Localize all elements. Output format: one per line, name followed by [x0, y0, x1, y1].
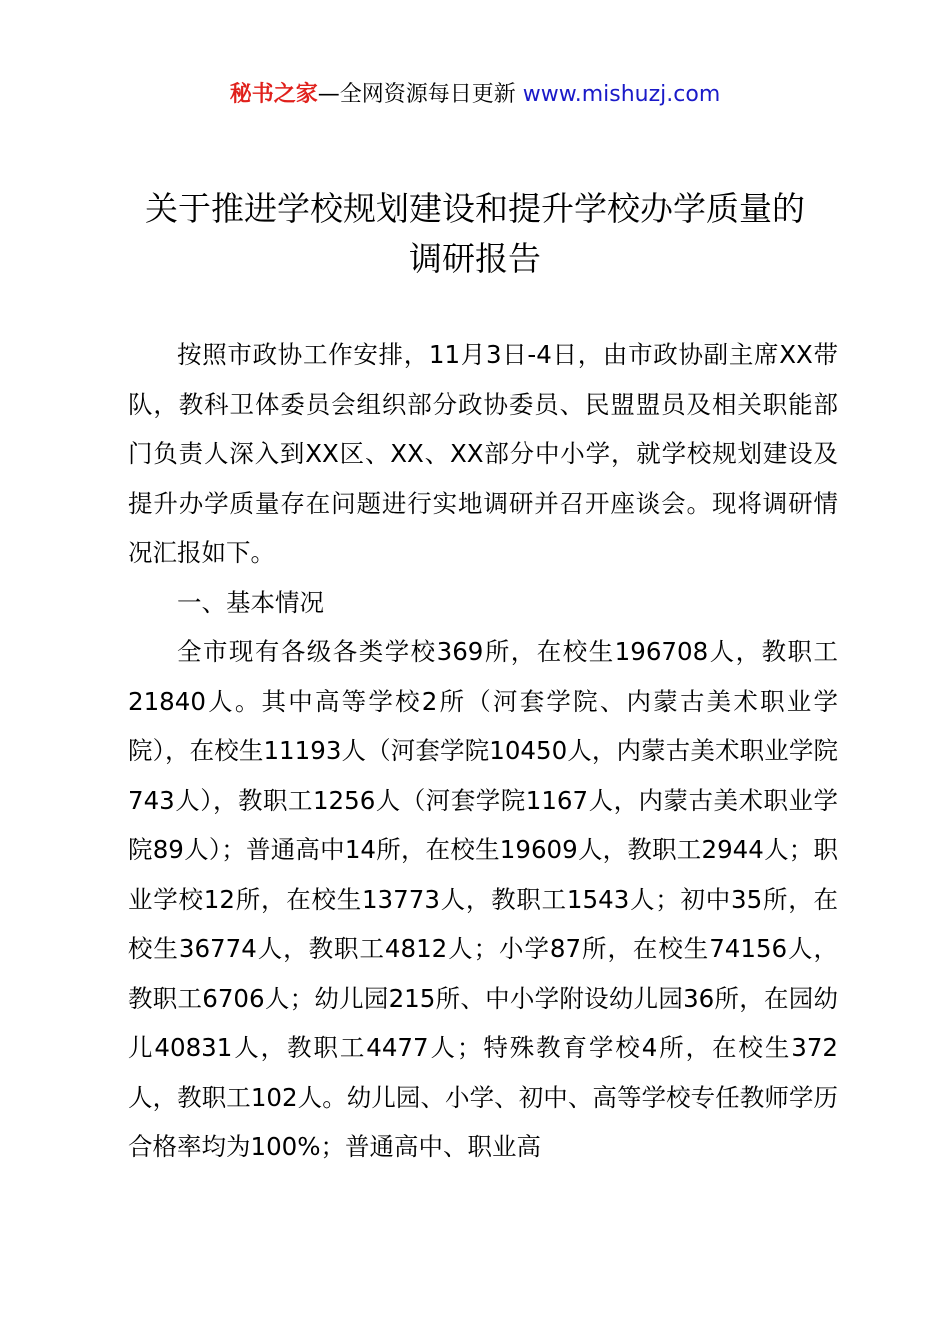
document-title-line1: 关于推进学校规划建设和提升学校办学质量的 [145, 189, 805, 228]
site-tagline: —全网资源每日更新 [317, 82, 516, 107]
document-body [128, 330, 838, 1172]
document-title [60, 184, 890, 284]
site-url-link[interactable]: www.mishuzj.com [522, 82, 721, 107]
site-brand: 秘书之家 [229, 82, 318, 107]
section-heading-basic-situation: 一、基本情况 [177, 587, 324, 617]
basic-situation-paragraph: 全市现有各级各类学校369所，在校生196708人，教职工21840人。其中高等学校2所（河套学院、内蒙古美术职业学院），在校生11193人（河套学院10450人，内蒙古美术职业学院743人），教职工1256人（河套学院1167人，内蒙古美术职业学院89人）；普通高中14所，在校生19609人，教职工2944人；职业学校12所，在校生13773人，教职工1543人；初中35所，在校生36774人，教职工4812人；小学87所，在校生74156人，教职工6706人；幼儿园215所、中小学附设幼儿园36所，在园幼儿40831人，教职工4477人；特殊教育学校4所，在校生372人，教职工102人。幼儿园、小学、初中、高等学校专任教师学历合格率均为100%；普通高中、职业高 [128, 637, 838, 1161]
site-header [0, 78, 950, 112]
document-title-line2: 调研报告 [409, 239, 541, 278]
intro-paragraph: 按照市政协工作安排，11月3日-4日，由市政协副主席XX带队，教科卫体委员会组织部分政协委员、民盟盟员及相关职能部门负责人深入到XX区、XX、XX部分中小学，就学校规划建设及提升办学质量存在问题进行实地调研并召开座谈会。现将调研情况汇报如下。 [128, 340, 838, 567]
